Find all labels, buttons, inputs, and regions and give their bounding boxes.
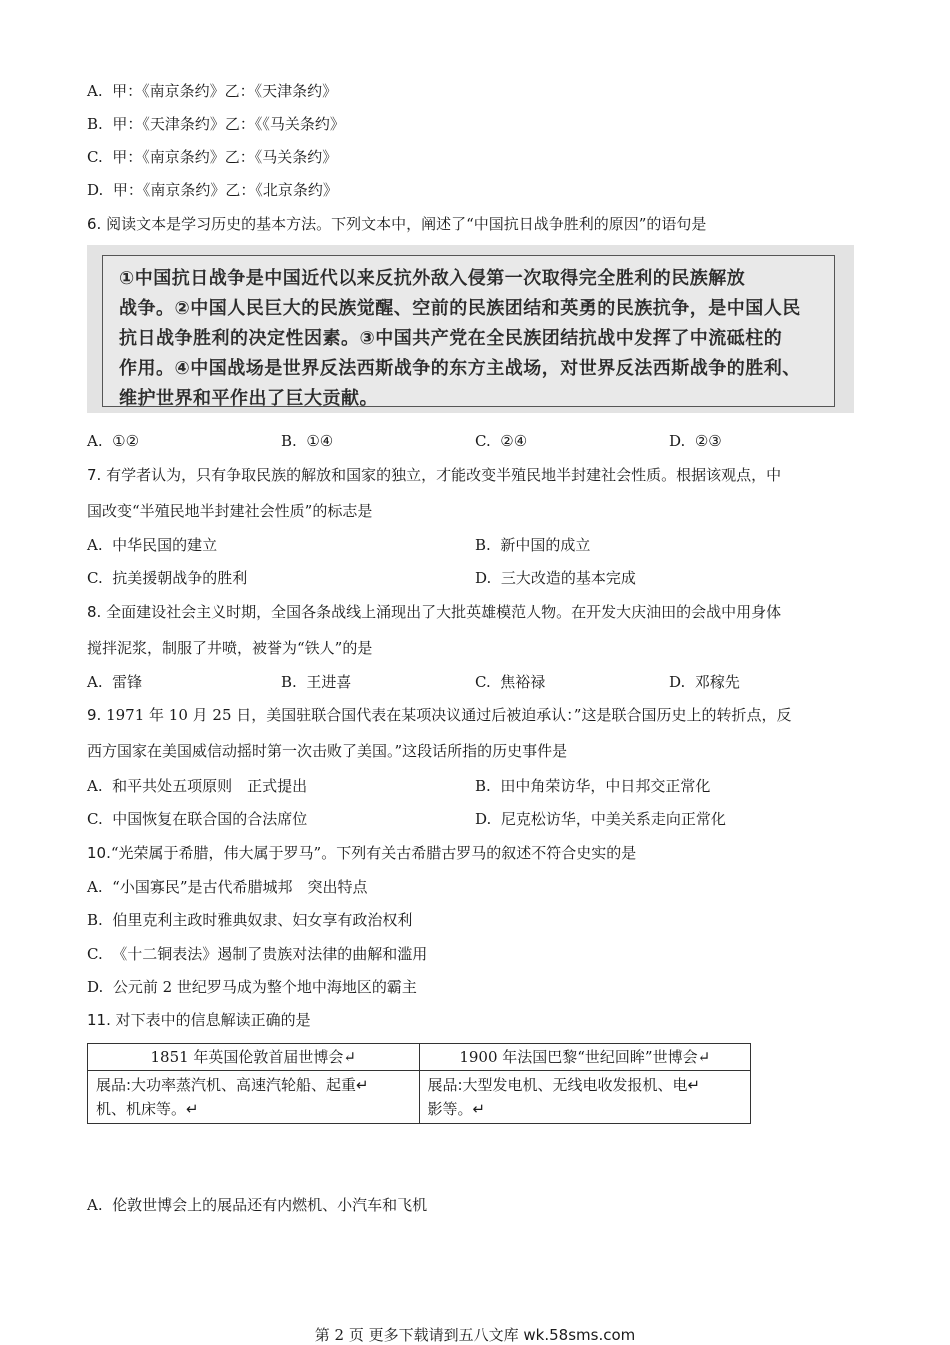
q9-option-a: A. 和平共处五项原则 正式提出 (87, 777, 308, 795)
q10-option-a: A. “小国寡民”是古代希腊城邦 突出特点 (87, 878, 368, 896)
passage-line-4: 作用。④中国战场是世界反法西斯战争的东方主战场，对世界反法西斯战争的胜利、 (119, 358, 801, 379)
q8-stem-cont: 搅拌泥浆，制服了井喷，被誉为“铁人”的是 (87, 639, 373, 657)
q8-option-b: B. 王进喜 (281, 673, 352, 691)
site-link[interactable]: wk.58sms.com (523, 1326, 636, 1344)
table-header: 1900 年法国巴黎“世纪回眸”世博会↵ (419, 1044, 751, 1071)
q10-stem: 10.“光荣属于希腊，伟大属于罗马”。下列有关古希腊古罗马的叙述不符合史实的是 (87, 844, 637, 862)
q10-option-b: B. 伯里克利主政时雅典奴隶、妇女享有政治权利 (87, 911, 413, 929)
q8-stem: 8. 全面建设社会主义时期，全国各条战线上涌现出了大批英雄模范人物。在开发大庆油田的会战中用身体 (87, 603, 782, 621)
q9-stem-cont: 西方国家在美国威信动摇时第一次击败了美国。”这段话所指的历史事件是 (87, 742, 568, 760)
q6-option-c: C. ②④ (475, 432, 528, 450)
q10-option-d: D. 公元前 2 世纪罗马成为整个地中海地区的霸主 (87, 978, 417, 996)
q6-option-a: A. ①② (87, 432, 140, 450)
download-note: 更多下载请到五八文库 (368, 1326, 519, 1344)
q7-option-b: B. 新中国的成立 (475, 536, 591, 554)
q5-option-a: A. 甲：《南京条约》乙：《天津条约》 (87, 82, 338, 100)
q11-stem: 11. 对下表中的信息解读正确的是 (87, 1011, 311, 1029)
q5-option-c: C. 甲：《南京条约》乙：《马关条约》 (87, 148, 338, 166)
page-number: 第 2 页 (314, 1326, 364, 1344)
passage-line-3: 抗日战争胜利的决定性因素。③中国共产党在全民族团结抗战中发挥了中流砥柱的 (119, 328, 783, 349)
q7-option-a: A. 中华民国的建立 (87, 536, 218, 554)
q9-option-d: D. 尼克松访华，中美关系走向正常化 (475, 810, 726, 828)
q7-stem: 7. 有学者认为，只有争取民族的解放和国家的独立，才能改变半殖民地半封建社会性质。根据该观点，中 (87, 466, 782, 484)
passage-line-1: ①中国抗日战争是中国近代以来反抗外敌入侵第一次取得完全胜利的民族解放 (119, 268, 746, 289)
q7-option-c: C. 抗美援朝战争的胜利 (87, 569, 248, 587)
q8-option-d: D. 邓稼先 (669, 673, 740, 691)
expo-table (87, 1043, 751, 1124)
q9-option-c: C. 中国恢复在联合国的合法席位 (87, 810, 308, 828)
q6-stem: 6. 阅读文本是学习历史的基本方法。下列文本中，阐述了“中国抗日战争胜利的原因”的语句是 (87, 215, 707, 233)
table-cell: 展品:大功率蒸汽机、高速汽轮船、起重↵ 机、机床等。↵ (88, 1071, 420, 1124)
q8-option-a: A. 雷锋 (87, 673, 143, 691)
q10-option-c: C. 《十二铜表法》遏制了贵族对法律的曲解和滥用 (87, 945, 428, 963)
page-footer (0, 1324, 950, 1345)
table-header-row (88, 1044, 751, 1071)
q9-option-b: B. 田中角荣访华，中日邦交正常化 (475, 777, 711, 795)
table-cell: 展品:大型发电机、无线电收发报机、电↵ 影等。↵ (419, 1071, 751, 1124)
table-row (88, 1071, 751, 1124)
q7-stem-cont: 国改变“半殖民地半封建社会性质”的标志是 (87, 502, 373, 520)
q6-option-d: D. ②③ (669, 432, 722, 450)
q7-option-d: D. 三大改造的基本完成 (475, 569, 636, 587)
table-header: 1851 年英国伦敦首届世博会↵ (88, 1044, 420, 1071)
q5-option-d: D. 甲：《南京条约》乙：《北京条约》 (87, 181, 338, 199)
q11-option-a: A. 伦敦世博会上的展品还有内燃机、小汽车和飞机 (87, 1196, 428, 1214)
q6-option-b: B. ①④ (281, 432, 334, 450)
q5-option-b: B. 甲：《天津条约》乙：《《马关条约》 (87, 115, 345, 133)
passage-line-2: 战争。②中国人民巨大的民族觉醒、空前的民族团结和英勇的民族抗争，是中国人民 (119, 298, 801, 319)
q8-option-c: C. 焦裕禄 (475, 673, 546, 691)
q6-passage-image (87, 245, 854, 413)
passage-line-5: 维护世界和平作出了巨大贡献。 (119, 388, 378, 409)
q9-stem: 9. 1971 年 10 月 25 日，美国驻联合国代表在某项决议通过后被迫承认：”这是联合国历史上的转折点，反 (87, 706, 792, 724)
